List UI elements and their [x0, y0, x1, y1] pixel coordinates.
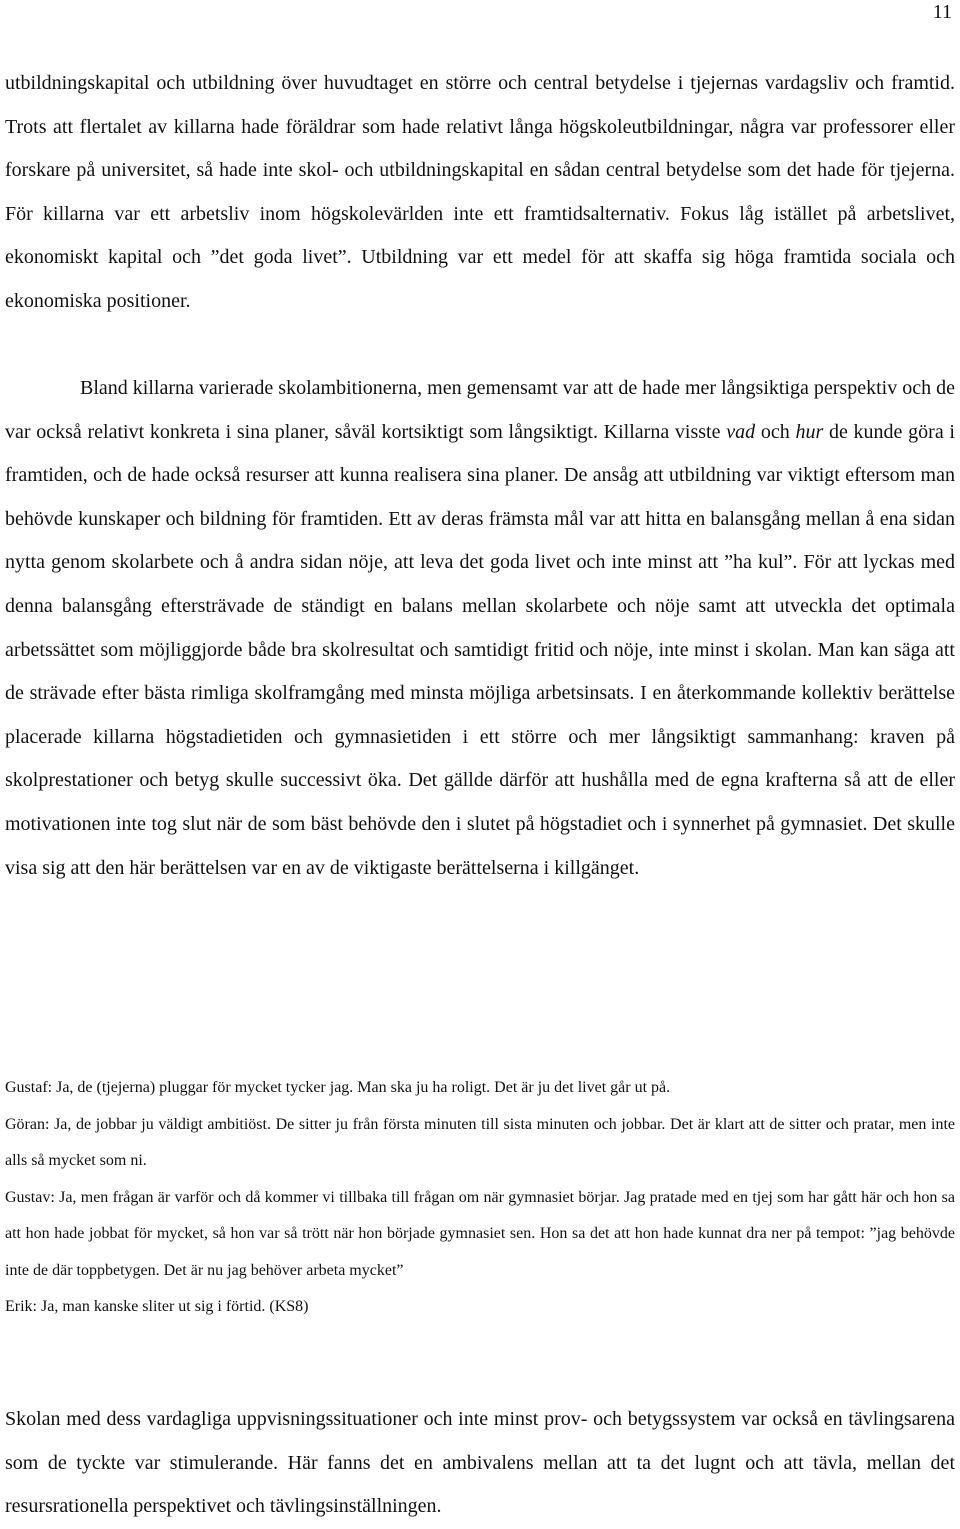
emphasis-vad: vad [726, 420, 756, 443]
body-paragraph-3: Skolan med dess vardagliga uppvisningssituationer och inte minst prov- och betygssystem var också en tävlingsarena som de tyckte var stimulerande. Här fanns det en ambivalens mellan att ta det lugnt och att tävla, mellan det resursrationella perspektivet och tävlingsinställningen. [5, 1408, 955, 1518]
paragraph-text: och [755, 420, 796, 443]
emphasis-hur: hur [795, 420, 824, 443]
quote-erik: Erik: Ja, man kanske sliter ut sig i förtid. (KS8) [5, 1298, 309, 1315]
body-paragraph-2 [5, 367, 955, 890]
quote-gustav: Gustav: Ja, men frågan är varför och då kommer vi tillbaka till frågan om när gymnasiet börjar. Jag pratade med en tjej som har gått här och hon sa att hon hade jobbat för mycket, så hon var så trött när hon började gymnasiet sen. Hon sa det att hon hade kunnat dra ner på tempot: ”jag behövde inte de där toppbetygen. Det är nu jag behöver arbeta mycket” [5, 1188, 955, 1279]
quote-gustaf: Gustaf: Ja, de (tjejerna) pluggar för mycket tycker jag. Man ska ju ha roligt. Det är ju det livet går ut på. [5, 1079, 671, 1096]
page-number: 11 [932, 1, 952, 23]
body-paragraph-1: utbildningskapital och utbildning över huvudtaget en större och central betydelse i tjejernas vardagsliv och framtid. Trots att flertalet av killarna hade föräldrar som hade relativt långa högskoleutbildningar, några var professorer eller forskare på universitet, så hade inte skol- och utbildningskapital en sådan central betydelse som det hade för tjejerna. För killarna var ett arbetsliv inom högskolevärlden inte ett framtidsalternativ. Fokus låg istället på arbetslivet, ekonomiskt kapital och ”det goda livet”. Utbildning var ett medel för att skaffa sig höga framtida sociala och ekonomiska positioner. [5, 72, 955, 312]
paragraph-text: de kunde göra i framtiden, och de hade också resurser att kunna realisera sina planer. De ansåg att utbildning var viktigt eftersom man behövde kunskaper och bildning för framtiden. Ett av deras främsta mål var att hitta en balansgång mellan å ena sidan nytta genom skolarbete och å andra sidan nöje, att leva det goda livet och inte minst att ”ha kul”. För att lyckas med denna balansgång eftersträvade de ständigt en balans mellan skolarbete och nöje samt att utveckla det optimala arbetssättet som möjliggjorde både bra skolresultat och samtidigt fritid och nöje, inte minst i skolan. Man kan säga att de strävade efter bästa rimliga skolframgång med minsta möjliga arbetsinsats. I en återkommande kollektiv berättelse placerade killarna högstadietiden och gymnasietiden i ett större och mer långsiktigt sammanhang: kraven på skolprestationer och betyg skulle successivt öka. Det gällde därför att hushålla med de egna krafterna så att de eller motivationen inte tog slut när de som bäst behövde den i slutet på högstadiet och i synnerhet på gymnasiet. Det skulle visa sig att den här berättelsen var en av de viktigaste berättelserna i killgänget. [5, 420, 955, 879]
interview-quote-block [5, 1070, 955, 1326]
quote-goran: Göran: Ja, de jobbar ju väldigt ambitiöst. De sitter ju från första minuten till sista minuten och jobbar. Det är klart att de sitter och pratar, men inte alls så mycket som ni. [5, 1115, 955, 1169]
paragraph-text: Bland killarna varierade skolambitionerna, men gemensamt var att de hade mer långsiktiga perspektiv och de var också relativt konkreta i sina planer, såväl kortsiktigt som långsiktigt. Killarna visste [5, 377, 955, 443]
